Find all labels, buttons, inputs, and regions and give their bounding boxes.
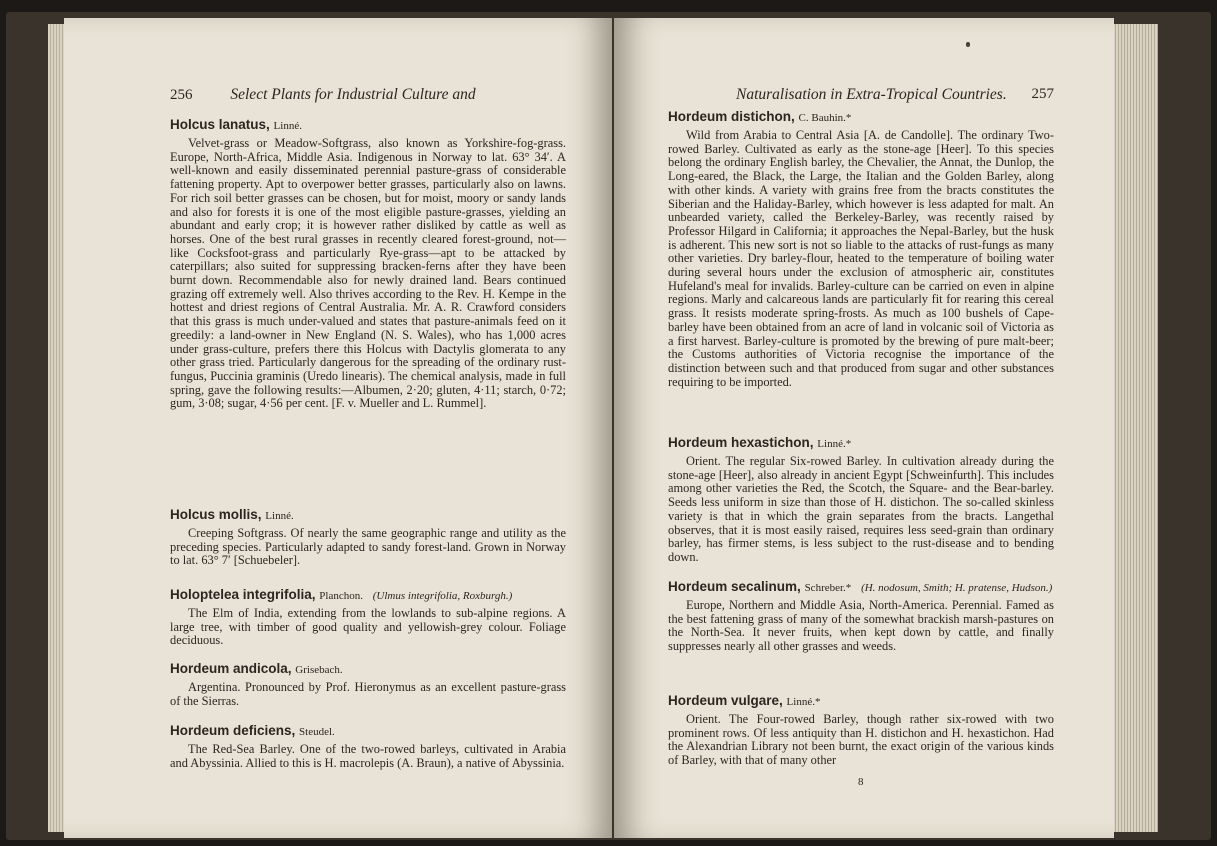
entry-authority: Linné.* xyxy=(786,696,821,708)
left-page xyxy=(64,18,612,838)
entry-holcus-lanatus xyxy=(170,116,566,411)
entry-text: Argentina. Pronounced by Prof. Hieronymus as an excellent pasture-grass of the Sierras. xyxy=(170,680,566,708)
entry-heading xyxy=(668,434,1054,453)
entry-text: Orient. The Four-rowed Barley, though rather six-rowed with two prominent rows. Of less antiquity than H. distichon and H. hexastichon. Had the Alexandrian Library not been burnt, the exact origin of the various kinds of Barley, with that of many other xyxy=(668,712,1054,768)
entry-authority: Linné. xyxy=(265,510,294,522)
entry-text: Velvet-grass or Meadow-Softgrass, also known as Yorkshire-fog-grass. Europe, North-Africa, Middle Asia. Indigenous in Norway to lat. 63° 34′. A well-known and easily disseminated perennial pasture-grass of considerable fattening property. Apt to overpower better grasses, particularly also on lawns. For rich soil better grasses can be chosen, but for moist, moory or sandy lands and also for forests it is one of the most eligible pasture-grasses, yielding an abundant and early crop; it is however rather disliked by cattle as well as horses. One of the best rural grasses in recently cleared forest-ground, not—like Cocksfoot-grass and particularly Rye-grass—apt to be attacked by caterpillars; also suited for suppressing bracken-ferns after they have been burnt down. Recommendable also for newly drained land. Bears continued grazing off extremely well. Also thrives according to the Rev. H. Kempe in the hottest and driest regions of Central Australia. Mr. A. R. Crawford considers that this grass is much under-valued and states that pasture-animals feed on it greedily: a land-owner in New England (N. S. Wales), who has 1,000 acres under grass-culture, prefers there this Holcus with Dactylis glomerata to any other grass tried. Particularly dangerous for the spreading of the ordinary rust-fungus, Puccinia graminis (Uredo linearis). The chemical analysis, made in full spring, gave the following results:—Albumen, 2·20; gluten, 4·11; starch, 0·72; gum, 3·08; sugar, 4·56 per cent. [F. v. Mueller and L. Rummel]. xyxy=(170,136,566,411)
entry-text: The Red-Sea Barley. One of the two-rowed barleys, cultivated in Arabia and Abyssinia. Allied to this is H. macrolepis (A. Braun), a native of Abyssinia. xyxy=(170,742,566,770)
entry-text: Wild from Arabia to Central Asia [A. de Candolle]. The ordinary Two-rowed Barley. Cultivated as early as the stone-age [Heer]. To this species belong the ordinary English barley, the Chevalier, the Annat, the Dunlop, the Long-eared, the Black, the Large, the Italian and the Golden Barley, along with other kinds. A variety with grains free from the bracts constitutes the Siberian and the Haliday-Barley, which however is less adapted for malt. An unbearded variety, called the Berkeley-Barley, was recently raised by Professor Hilgard in California; it approaches the Nepal-Barley, but the husk is adherent. This new sort is not so liable to the attacks of rust-fungs as many other varieties. Dry barley-flour, heated to the temperature of boiling water during several hours under the exclusion of atmospheric air, constitutes Hufeland's meal for invalids. Barley-culture can be carried on even in alpine regions. Marly and calcareous lands are particularly fit for rearing this cereal grass. It resists moderate spring-frosts. As much as 100 bushels of Cape-barley have been obtained from an acre of land in volcanic soil of Victoria as a first harvest. Barley-culture is promoted by the brewing of pure malt-beer; the Customs authorities of Victoria recognise the importance of the distinction between such and that produced from sugar and other substances requiring to be imported. xyxy=(668,128,1054,389)
entry-hordeum-hexastichon xyxy=(668,434,1054,565)
right-page xyxy=(614,18,1114,838)
entry-text: Creeping Softgrass. Of nearly the same geographic range and utility as the preceding species. Particularly adapted to sandy forest-land. Grown in Norway to lat. 63° 7′ [Schuebeler]. xyxy=(170,526,566,568)
right-page-edges xyxy=(1110,24,1158,832)
entry-name: Hordeum distichon, xyxy=(668,109,795,124)
entry-name: Holcus mollis, xyxy=(170,507,262,522)
right-running-head xyxy=(736,86,1054,104)
entry-heading xyxy=(668,578,1054,597)
right-page-number: 257 xyxy=(1031,86,1054,102)
entry-synonym: (Ulmus integrifolia, Roxburgh.) xyxy=(372,590,513,602)
entry-hordeum-distichon xyxy=(668,108,1054,389)
left-page-number: 256 xyxy=(170,87,193,103)
left-running-head-title: Select Plants for Industrial Culture and xyxy=(230,86,476,103)
entry-hordeum-vulgare xyxy=(668,692,1054,768)
entry-authority: Planchon. xyxy=(319,590,363,602)
entry-heading xyxy=(170,660,566,679)
entry-holcus-mollis xyxy=(170,506,566,568)
entry-name: Hordeum hexastichon, xyxy=(668,435,814,450)
entry-name: Hordeum deficiens, xyxy=(170,723,296,738)
entry-hordeum-andicola xyxy=(170,660,566,708)
print-speck xyxy=(966,42,970,47)
entry-authority: Linné. xyxy=(273,120,302,132)
entry-name: Hordeum andicola, xyxy=(170,661,292,676)
entry-name: Holcus lanatus, xyxy=(170,117,270,132)
entry-text: Orient. The regular Six-rowed Barley. In cultivation already during the stone-age [Heer], also already in ancient Egypt [Schweinfurth]. This includes among other varieties the Red, the Scotch, the Square- and the Bear-barley. Seeds less uniform in size than those of H. distichon. The so-called skinless variety is that in which the grain separates from the bracts. Langethal observes, that it is most easily raised, requires less seed-grain than ordinary barley, has firmer stems, is less subject to the rust-disease and to bending down. xyxy=(668,454,1054,564)
entry-authority: Steudel. xyxy=(299,726,335,738)
entry-heading xyxy=(170,722,566,741)
entry-heading xyxy=(170,506,566,525)
entry-name: Hordeum vulgare, xyxy=(668,693,783,708)
entry-heading xyxy=(668,108,1054,127)
entry-authority: C. Bauhin.* xyxy=(798,112,852,124)
entry-heading xyxy=(170,116,566,135)
entry-name: Holoptelea integrifolia, xyxy=(170,587,316,602)
entry-name: Hordeum secalinum, xyxy=(668,579,801,594)
entry-authority: Linné.* xyxy=(817,438,852,450)
entry-synonym: (H. nodosum, Smith; H. pratense, Hudson.) xyxy=(861,582,1053,594)
entry-hordeum-secalinum xyxy=(668,578,1054,654)
entry-authority: Grisebach. xyxy=(295,664,343,676)
left-running-head xyxy=(170,86,476,104)
entry-heading xyxy=(668,692,1054,711)
entry-holoptelea-integrifolia xyxy=(170,586,566,648)
entry-text: Europe, Northern and Middle Asia, North-America. Perennial. Famed as the best fattening grass of many of the somewhat brackish marsh-pastures on the North-Sea. It never fruits, when kept down by cattle, and finally suppresses nearly all other grasses and weeds. xyxy=(668,598,1054,654)
right-running-head-title: Naturalisation in Extra-Tropical Countries. xyxy=(736,86,1007,103)
entry-text: The Elm of India, extending from the lowlands to sub-alpine regions. A large tree, with timber of good quality and yellowish-grey colour. Foliage deciduous. xyxy=(170,606,566,648)
entry-heading xyxy=(170,586,566,605)
signature-mark: 8 xyxy=(858,776,864,788)
entry-hordeum-deficiens xyxy=(170,722,566,770)
entry-authority: Schreber.* xyxy=(804,582,852,594)
